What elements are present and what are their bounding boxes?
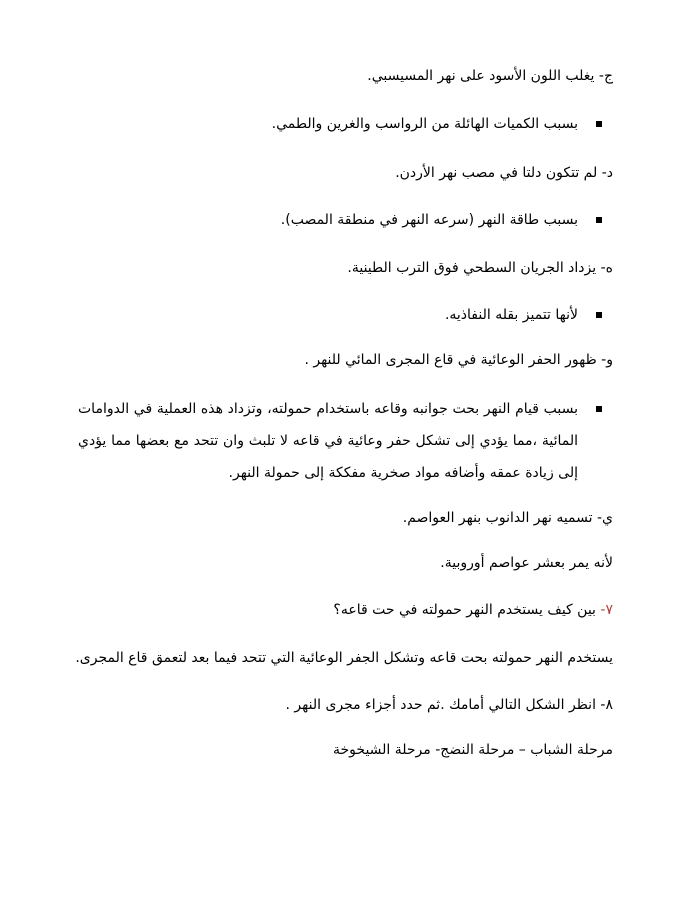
question-h: ه- يزداد الجريان السطحي فوق الترب الطينية. bbox=[347, 260, 613, 276]
bullet-square-icon bbox=[596, 312, 602, 318]
answer-w bbox=[78, 393, 602, 489]
question-d: د- لم تتكون دلتا في مصب نهر الأردن. bbox=[395, 165, 613, 181]
answer-j-text: بسبب الكميات الهائلة من الرواسب والغرين والطمي. bbox=[271, 116, 578, 132]
question-7-number: ٧- bbox=[600, 602, 613, 618]
answer-d bbox=[281, 210, 602, 230]
question-8: ٨- انظر الشكل التالي أمامك .ثم حدد أجزاء مجرى النهر . bbox=[285, 697, 613, 713]
question-w: و- ظهور الحفر الوعائية في قاع المجرى المائي للنهر . bbox=[304, 352, 613, 368]
answer-j bbox=[272, 114, 602, 134]
question-7-text: بين كيف يستخدم النهر حمولته في حت قاعه؟ bbox=[333, 602, 601, 618]
answer-8: مرحلة الشباب – مرحلة النضج- مرحلة الشيخوخة bbox=[333, 742, 613, 758]
answer-d-text: بسبب طاقة النهر (سرعه النهر في منطقة المصب). bbox=[280, 212, 578, 228]
answer-7: يستخدم النهر حمولته بحت قاعه وتشكل الجفر الوعائية التي تتحد فيما بعد لتعمق قاع المجرى. bbox=[75, 650, 613, 666]
bullet-square-icon bbox=[596, 406, 602, 412]
answer-w-text: بسبب قيام النهر بحت جوانبه وقاعه باستخدام حمولته، وتزداد هذه العملية في الدوامات المائية ،مما يؤدي إلى تشكل حفر وعائية في قاعه لا تلبث وان تتحد مع بعضها مما يؤدي إلى زيادة عمقه وأضافه مواد صخرية مفككة إلى حمولة النهر. bbox=[78, 401, 578, 481]
answer-h bbox=[445, 305, 602, 325]
question-7 bbox=[40, 600, 613, 620]
bullet-square-icon bbox=[596, 217, 602, 223]
answer-h-text: لأنها تتميز بقله النفاذيه. bbox=[444, 307, 578, 323]
answer-y: لأنه يمر بعشر عواصم أوروبية. bbox=[440, 555, 613, 571]
question-j: ج- يغلب اللون الأسود على نهر المسيسبي. bbox=[367, 68, 613, 84]
question-y: ي- تسميه نهر الدانوب بنهر العواصم. bbox=[402, 510, 613, 526]
bullet-square-icon bbox=[596, 121, 602, 127]
